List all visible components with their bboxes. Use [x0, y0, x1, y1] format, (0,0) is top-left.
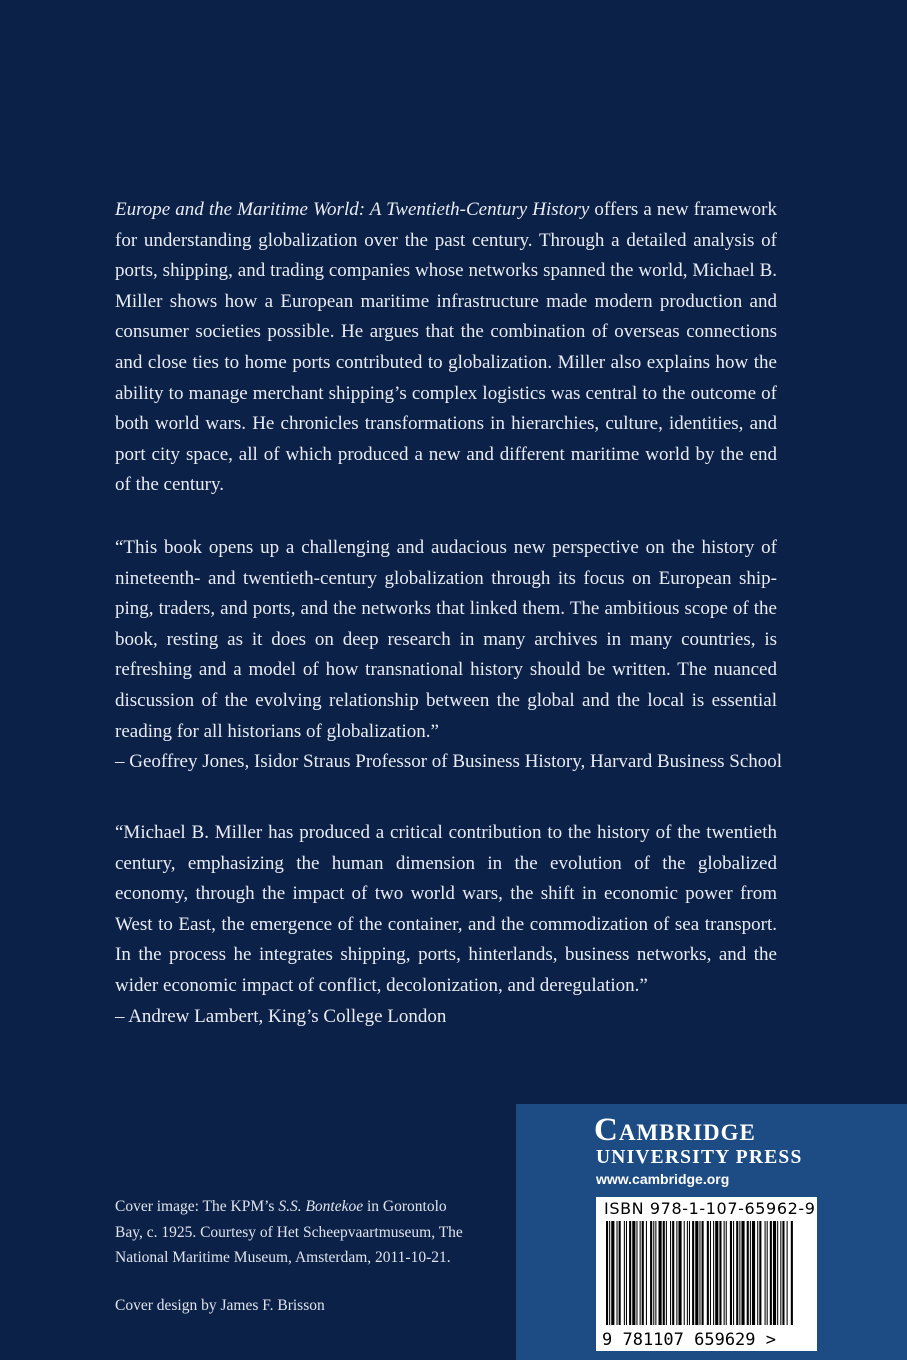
barcode-bar [650, 1221, 652, 1325]
barcode-bar [672, 1221, 674, 1325]
barcode-bar [699, 1221, 700, 1325]
barcode-bar [617, 1221, 618, 1325]
barcode-bar [676, 1221, 677, 1325]
barcode-bar [640, 1221, 641, 1325]
quote-text: “This book opens up a challenging and audacious new perspective on the history of nineteenth- and twentieth-century globalization through its focus on European shipping, traders, and ports, and the networks that linked them. The ambitious scope of the book, resting as it does on deep research in many archives in many countries, is refreshing and a model of how transnational history should be written. The nuanced discussion of the evolving relationship between the global and the local is essential reading for all historians of globalization.” [115, 537, 777, 742]
barcode-bar [678, 1221, 681, 1325]
barcode-bar [719, 1221, 721, 1325]
barcode-bar [780, 1221, 781, 1325]
cover-image-credit: Cover image: The KPM’s S.S. Bontekoe in Gorontolo Bay, c. 1925. Courtesy of Het Scheepvaartmuseum, The National Maritime Museum, Amsterdam, 2011-10-21. [115, 1198, 463, 1267]
publisher-url: www.cambridge.org [596, 1171, 730, 1187]
quote-attribution: – Geoffrey Jones, Isidor Straus Professor of Business History, Harvard Business School [115, 751, 783, 773]
barcode-bar [747, 1221, 749, 1325]
barcode-bar [724, 1221, 725, 1325]
review-quote-1 [115, 533, 783, 778]
isbn-label: ISBN 978-1-107-65962-9 [604, 1199, 816, 1218]
barcode-digits: 9 781107 659629 > [602, 1330, 776, 1350]
barcode-bar [750, 1221, 751, 1325]
book-title: Europe and the Maritime World: A Twentieth-Century History [115, 199, 590, 220]
barcode-bar [655, 1221, 656, 1325]
review-quote-2 [115, 818, 777, 1032]
barcode-bar [710, 1221, 711, 1325]
barcode-bar [659, 1221, 662, 1325]
barcode-bar [646, 1221, 647, 1325]
barcode-bar [726, 1221, 727, 1325]
barcode-bar [715, 1221, 718, 1325]
barcode-bar [741, 1221, 744, 1325]
barcode-bar [757, 1221, 758, 1325]
publisher-subtitle: UNIVERSITY PRESS [596, 1147, 803, 1168]
publisher-name: Cambridge [594, 1112, 756, 1148]
barcode-bar [684, 1221, 685, 1325]
barcode-bar [632, 1221, 635, 1325]
book-description [115, 195, 777, 501]
barcode-bar [770, 1221, 772, 1325]
barcode-bar [713, 1221, 714, 1325]
isbn-barcode [596, 1197, 817, 1351]
barcode-bar [739, 1221, 740, 1325]
barcode-bar [759, 1221, 761, 1325]
barcode-bar [606, 1221, 608, 1325]
barcode-bar [702, 1221, 704, 1325]
barcode-bar [773, 1221, 776, 1325]
barcode-bar [609, 1221, 610, 1325]
barcode-bar [653, 1221, 654, 1325]
barcode-bar [619, 1221, 621, 1325]
barcode-bar [666, 1221, 667, 1325]
publisher-panel [516, 1104, 907, 1360]
barcode-bar [624, 1221, 625, 1325]
cover-design-credit: Cover design by James F. Brisson [115, 1297, 325, 1314]
quote-text: “Michael B. Miller has produced a critical contribution to the history of the twentieth century, emphasizing the human dimension in the evolution of the globalized economy, through the impact of two world wars, the shift in economic power from West to East, the emergence of the container, and the commodization of sea transport. In the process he integrates shipping, ports, hinterlands, business networks, and the wider economic impact of conflict, decolonization, and deregulation.” [115, 822, 777, 996]
barcode-bar [629, 1221, 631, 1325]
barcode-bar [687, 1221, 688, 1325]
barcode-bar [791, 1221, 793, 1325]
barcode-bar [767, 1221, 768, 1325]
barcode-graphic [596, 1197, 817, 1351]
barcode-bar [707, 1221, 709, 1325]
description-text: offers a new framework for understanding globalization over the past century. Through a detailed analysis of ports, shipping, and trading companies whose networks spanned the world, Michael B. Miller shows how a European maritime infrastructure made modern production and consumer societies possible. He argues that the combination of overseas connections and close ties to home ports contributed to globalization. Miller also explains how the ability to manage merchant shipping’s complex logistics was central to the outcome of both world wars. He chronicles transformations in hierarchies, culture, identities, and port city space, all of which produced a new and different maritime world by the end of the century. [115, 199, 777, 496]
barcode-bar [663, 1221, 665, 1325]
barcode-bar [736, 1221, 738, 1325]
barcode-bar [642, 1221, 644, 1325]
barcode-bar [752, 1221, 755, 1325]
barcode-bar [695, 1221, 698, 1325]
ship-name: S.S. Bontekoe [278, 1198, 364, 1215]
barcode-bar [626, 1221, 627, 1325]
barcode-bar [777, 1221, 778, 1325]
barcode-bar [765, 1221, 766, 1325]
barcode-bar [692, 1221, 694, 1325]
barcode-bar [636, 1221, 637, 1325]
barcode-bar [730, 1221, 732, 1325]
barcode-bar [782, 1221, 784, 1325]
barcode-bar [787, 1221, 788, 1325]
barcode-bar [670, 1221, 671, 1325]
barcode-bar [611, 1221, 614, 1325]
barcode-bar [689, 1221, 690, 1325]
quote-attribution: – Andrew Lambert, King’s College London [115, 1005, 447, 1027]
barcode-bar [733, 1221, 734, 1325]
